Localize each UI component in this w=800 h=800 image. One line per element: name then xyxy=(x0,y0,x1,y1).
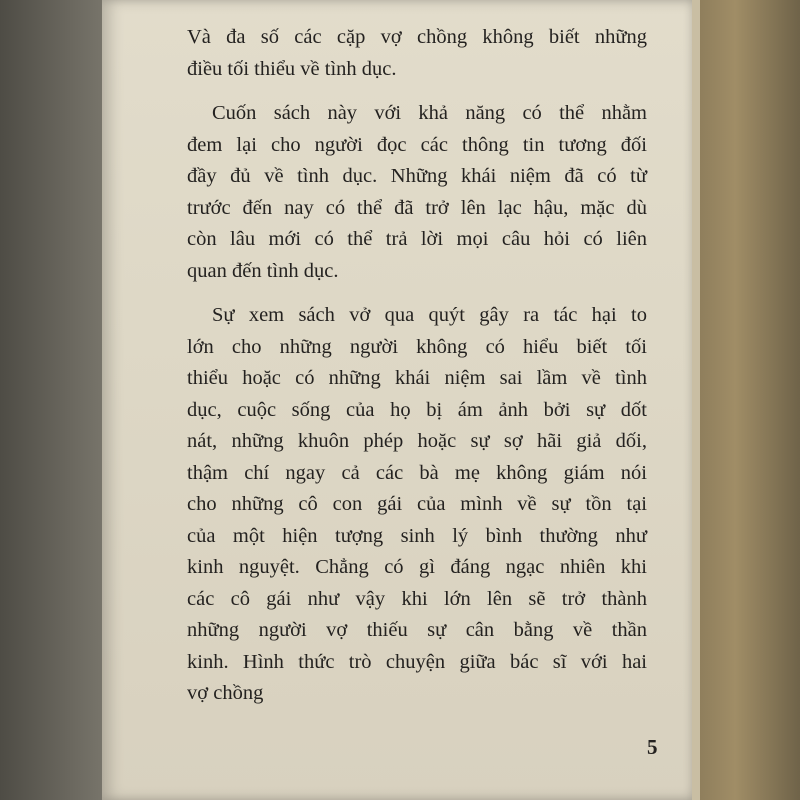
text-line: Sự xem sách vở qua quýt gây ra tác hại to xyxy=(212,304,647,326)
text-line: điều tối thiểu về tình dục. xyxy=(187,57,397,80)
paragraph-3 xyxy=(187,300,647,710)
text-line: thiểu hoặc có những khái niệm sai lầm về tình xyxy=(187,367,647,389)
text-line: quan đến tình dục. xyxy=(187,259,339,282)
text-line: những người vợ thiếu sự cân bằng về thần xyxy=(187,619,647,641)
text-line: cho những cô con gái của mình về sự tồn tại xyxy=(187,493,647,515)
paragraph-2 xyxy=(187,98,647,287)
book-page xyxy=(102,0,694,800)
text-line: kinh nguyệt. Chẳng có gì đáng ngạc nhiên khi xyxy=(187,556,647,578)
background-right xyxy=(692,0,800,800)
text-line: đầy đủ về tình dục. Những khái niệm đã có từ xyxy=(187,165,647,187)
text-line: lớn cho những người không có hiểu biết tối xyxy=(187,335,647,358)
text-line: kinh. Hình thức trò chuyện giữa bác sĩ với hai xyxy=(187,650,647,673)
text-line: nát, những khuôn phép hoặc sự sợ hãi giả dối, xyxy=(187,430,647,452)
text-line: thậm chí ngay cả các bà mẹ không giám nói xyxy=(187,461,647,484)
text-line: dục, cuộc sống của họ bị ám ảnh bởi sự dốt xyxy=(187,398,647,421)
text-line: vợ chồng xyxy=(187,682,264,704)
background-left xyxy=(0,0,102,800)
text-line: các cô gái như vậy khi lớn lên sẽ trở thành xyxy=(187,587,647,610)
page-text xyxy=(187,22,647,723)
text-line: Và đa số các cặp vợ chồng không biết những xyxy=(187,26,647,48)
text-line: đem lại cho người đọc các thông tin tương đối xyxy=(187,133,647,156)
paragraph-1 xyxy=(187,22,647,85)
text-line: Cuốn sách này với khả năng có thể nhằm xyxy=(212,102,647,124)
text-line: trước đến nay có thể đã trở lên lạc hậu, mặc dù xyxy=(187,196,647,219)
page-number: 5 xyxy=(647,735,658,759)
page-edge xyxy=(692,0,700,800)
text-line: của một hiện tượng sinh lý bình thường như xyxy=(187,524,647,547)
text-line: còn lâu mới có thể trả lời mọi câu hỏi có liên xyxy=(187,228,647,250)
